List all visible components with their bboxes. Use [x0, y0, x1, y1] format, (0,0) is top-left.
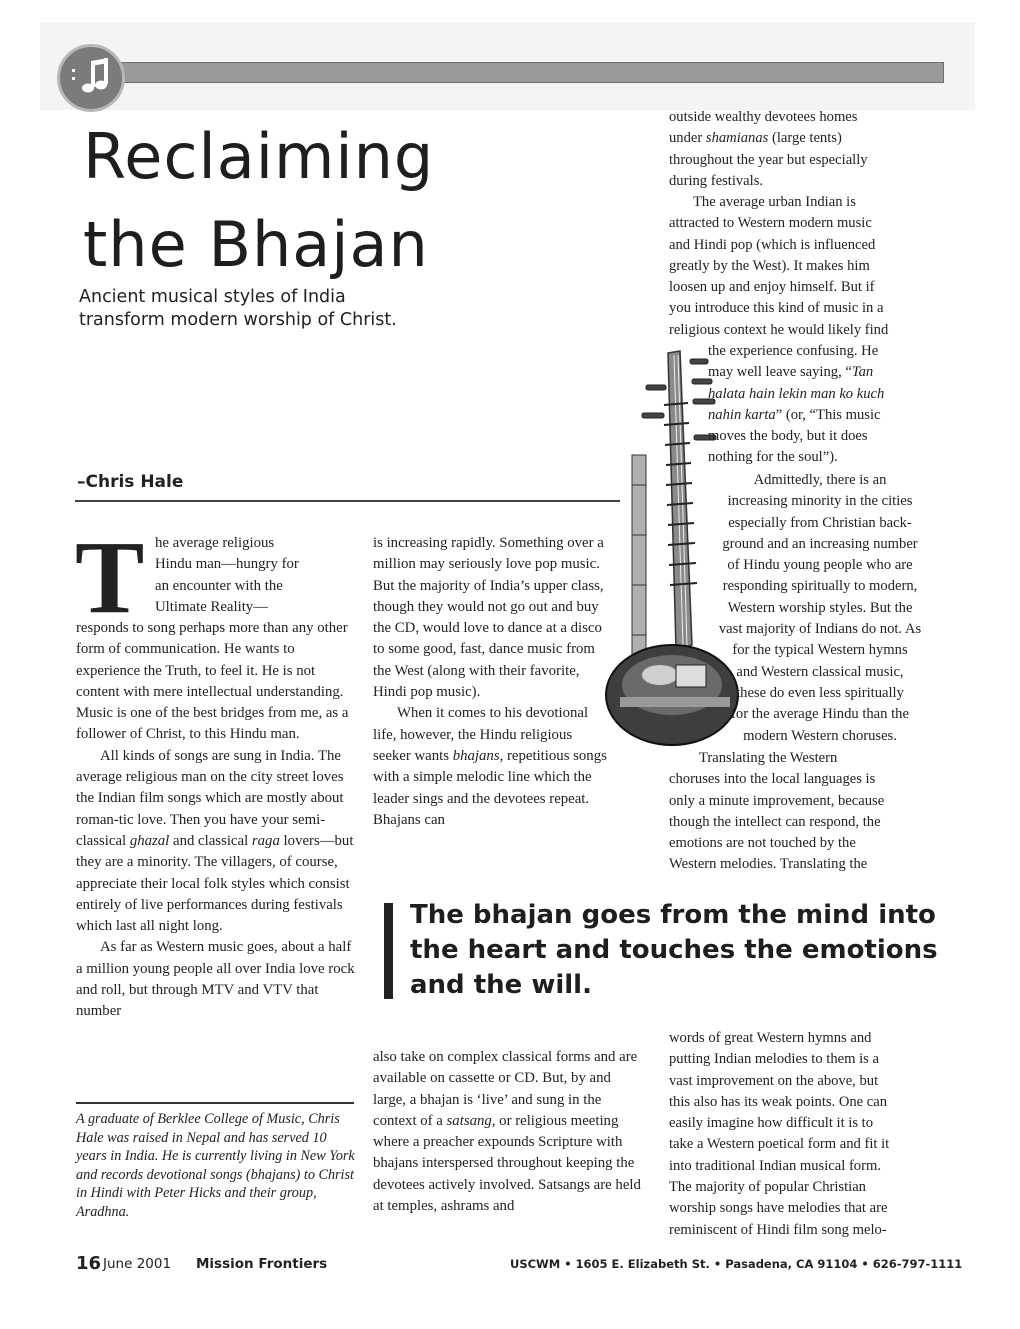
col1-paragraph-1: responds to song perhaps more than any other form of communication. He wants to experience the Truth, to feel it. He is not content with mere intellectual understanding. Music is one of the best bridges from me, as a follower of Christ, to this Hindu man. — [76, 620, 349, 743]
col2-paragraph-1: is increasing rapidly. Something over a million may seriously love pop music. But the majority of India’s upper class, though they would not go out and buy the CD, would love to dance at a disco to some good, fast, dance music from the West (along with their favorite, Hindi pop music). — [373, 535, 604, 701]
publisher-address: USCWM • 1605 E. Elizabeth St. • Pasadena, CA 91104 • 626-797-1111 — [510, 1257, 963, 1271]
col1-lead-lines: he average religious Hindu man—hungry for an encounter with the Ultimate Reality— — [155, 535, 299, 615]
col1-body — [76, 618, 358, 1023]
col2-body-bottom — [373, 1047, 643, 1217]
byline: –Chris Hale — [77, 472, 184, 492]
col2-paragraph-3: also take on complex classical forms and are available on cassette or CD. But, by and large, a bhajan is ‘live’ and sung in the context of a satsang, or religious meeting where a preacher expounds Scripture with bhajans interspersed throughout keeping the devotees actively involved. Satsangs are held at temples, ashrams and — [373, 1049, 641, 1215]
drop-cap: T — [75, 520, 145, 635]
col3-paragraph-4: Translating the Western choruses into the local languages is only a minute improvement, because though the intellect can respond, the emotions are not touched by the Western melodies. Translating the — [669, 750, 885, 873]
byline-rule — [75, 500, 620, 502]
magazine-name: Mission Frontiers — [196, 1256, 328, 1272]
col1-paragraph-3: As far as Western music goes, about a half a million young people all over India love rock and roll, but through MTV and VTV that number — [76, 939, 355, 1020]
article-title-line2: the Bhajan — [83, 208, 429, 281]
col3-top: outside wealthy devotees homes under shamianas (large tents) throughout the year but especially during festivals. — [669, 109, 868, 189]
pullquote-bar — [384, 903, 393, 999]
col2-paragraph-2: When it comes to his devotional life, however, the Hindu religious seeker wants bhajans, repetitious songs with a simple melodic line which the leader sings and the devotees repeat. Bhajans can — [373, 705, 607, 828]
pullquote: The bhajan goes from the mind into the heart and touches the emotions and the will. — [410, 900, 938, 1000]
col1-paragraph-2: All kinds of songs are sung in India. The average religious man on the city street loves the Indian film songs which are mostly about roman-tic love. Then you have your semi-classical ghazal and classical raga lovers—but they are a minority. The villagers, of course, appreciate their local folk styles which consist entirely of live performances during festivals which last all night long. — [76, 747, 354, 935]
col3-wrap-text: the experience confusing. He may well leave saying, “Tan halata hain lekin man ko kuch nahin karta” (or, “This music moves the body, but it does nothing for the soul”). — [708, 343, 885, 466]
col3-paragraph-5: words of great Western hymns and putting Indian melodies to them is a vast improvement on the above, but this also has its weak points. One can easily imagine how difficult it is to take a Western poetical form and fit it into traditional Indian musical form. The majority of popular Christian worship songs have melodies that are reminiscent of Hindi film song melo- — [669, 1030, 890, 1238]
header-rule-bar — [90, 62, 944, 83]
music-note-icon — [57, 44, 125, 112]
col3-paragraph-2: The average urban Indian is attracted to Western modern music and Hindi pop (which is influenced greatly by the West). It makes him loosen up and enjoy himself. But if you introduce this kind of music in a religious context he would likely find — [669, 194, 889, 338]
article-title-line1: Reclaiming — [83, 120, 435, 193]
page-number: 16 — [76, 1253, 102, 1274]
col3-paragraph-3: Admittedly, there is an increasing minority in the cities especially from Christian back- ground and an increasing number of Hindu young people who are responding spiritually to modern, Western worship styles. But the vast majority of Indians do not. As for the typical Western hymns and Western classical music, these do even less spiritually for the average Hindu than the modern Western choruses. — [718, 472, 922, 744]
caption-rule — [76, 1102, 354, 1104]
article-subtitle: Ancient musical styles of India transform modern worship of Christ. — [79, 287, 397, 330]
col2-body-top — [373, 533, 613, 831]
author-caption: A graduate of Berklee College of Music, Chris Hale was raised in Nepal and has served 10 years in India. He is currently living in New York and records devotional songs (bhajans) to Christ in Hindi with Peter Hicks and their group, Aradhna. — [76, 1111, 355, 1220]
issue-date: June 2001 — [103, 1256, 172, 1272]
